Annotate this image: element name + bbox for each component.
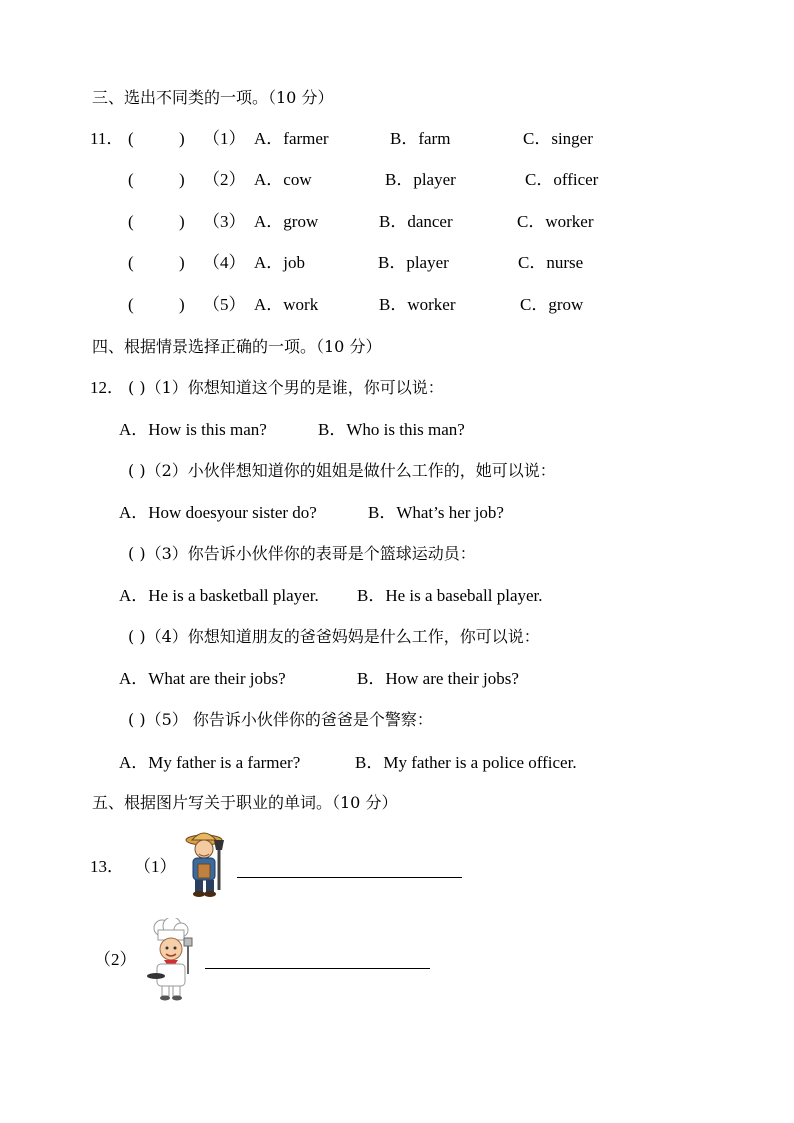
item-number: （2） <box>94 950 137 969</box>
option-b: B．farm <box>390 129 451 148</box>
option-a: A．grow <box>254 212 319 231</box>
section4-heading: 四、根据情景选择正确的一项。（10 分） <box>92 337 382 356</box>
option-b: B．Who is this man? <box>318 420 465 439</box>
answer-paren-close: ) <box>179 170 185 189</box>
q13-number: 13． <box>90 857 124 876</box>
option-b: B．worker <box>379 295 456 314</box>
option-b: B．player <box>385 170 456 189</box>
answer-paren-open: ( <box>128 170 134 189</box>
section3-heading: 三、选出不同类的一项。（10 分） <box>92 88 334 107</box>
answer-paren-close: ) <box>179 129 185 148</box>
row-number: （5） <box>203 295 246 314</box>
option-b: B．player <box>378 253 449 272</box>
option-b: B．My father is a police officer. <box>355 753 577 772</box>
answer-paren-open: ( <box>128 295 134 314</box>
answer-paren-open: ( <box>128 129 134 148</box>
question-prompt: ( )（2）小伙伴想知道你的姐姐是做什么工作的，她可以说： <box>128 461 556 480</box>
option-c: C．grow <box>520 295 584 314</box>
row-number: （3） <box>203 212 246 231</box>
option-a: A．job <box>254 253 305 272</box>
q12-number: 12． <box>90 378 124 397</box>
answer-paren-open: ( <box>128 212 134 231</box>
item-number: （1） <box>134 857 177 876</box>
q11-number: 11． <box>90 129 124 148</box>
question-prompt: ( )（4）你想知道朋友的爸爸妈妈是什么工作，你可以说： <box>128 627 540 646</box>
option-c: C．singer <box>523 129 593 148</box>
option-b: B．He is a baseball player. <box>357 586 543 605</box>
option-a: A．farmer <box>254 129 329 148</box>
option-b: B．What’s her job? <box>368 503 504 522</box>
answer-blank-2[interactable] <box>205 968 430 969</box>
question-prompt: ( )（3）你告诉小伙伴你的表哥是个篮球运动员： <box>128 544 476 563</box>
row-number: （4） <box>203 253 246 272</box>
option-a: A．How doesyour sister do? <box>119 503 317 522</box>
chef-icon <box>142 918 198 1002</box>
row-number: （1） <box>203 129 246 148</box>
option-a: A．work <box>254 295 319 314</box>
answer-paren-close: ) <box>179 212 185 231</box>
option-b: B．How are their jobs? <box>357 669 519 688</box>
option-c: C．officer <box>525 170 599 189</box>
option-b: B．dancer <box>379 212 453 231</box>
option-a: A．cow <box>254 170 312 189</box>
answer-blank-1[interactable] <box>237 877 462 878</box>
question-prompt: ( )（1）你想知道这个男的是谁，你可以说： <box>128 378 444 397</box>
option-c: C．nurse <box>518 253 584 272</box>
option-c: C．worker <box>517 212 594 231</box>
answer-paren-close: ) <box>179 253 185 272</box>
section5-heading: 五、根据图片写关于职业的单词。（10 分） <box>92 793 398 812</box>
answer-paren-close: ) <box>179 295 185 314</box>
option-a: A．My father is a farmer? <box>119 753 301 772</box>
option-a: A．How is this man? <box>119 420 267 439</box>
row-number: （2） <box>203 170 246 189</box>
farmer-icon <box>180 828 232 900</box>
answer-paren-open: ( <box>128 253 134 272</box>
option-a: A．What are their jobs? <box>119 669 286 688</box>
question-prompt: ( )（5） 你告诉小伙伴你的爸爸是个警察： <box>128 710 433 729</box>
option-a: A．He is a basketball player. <box>119 586 319 605</box>
